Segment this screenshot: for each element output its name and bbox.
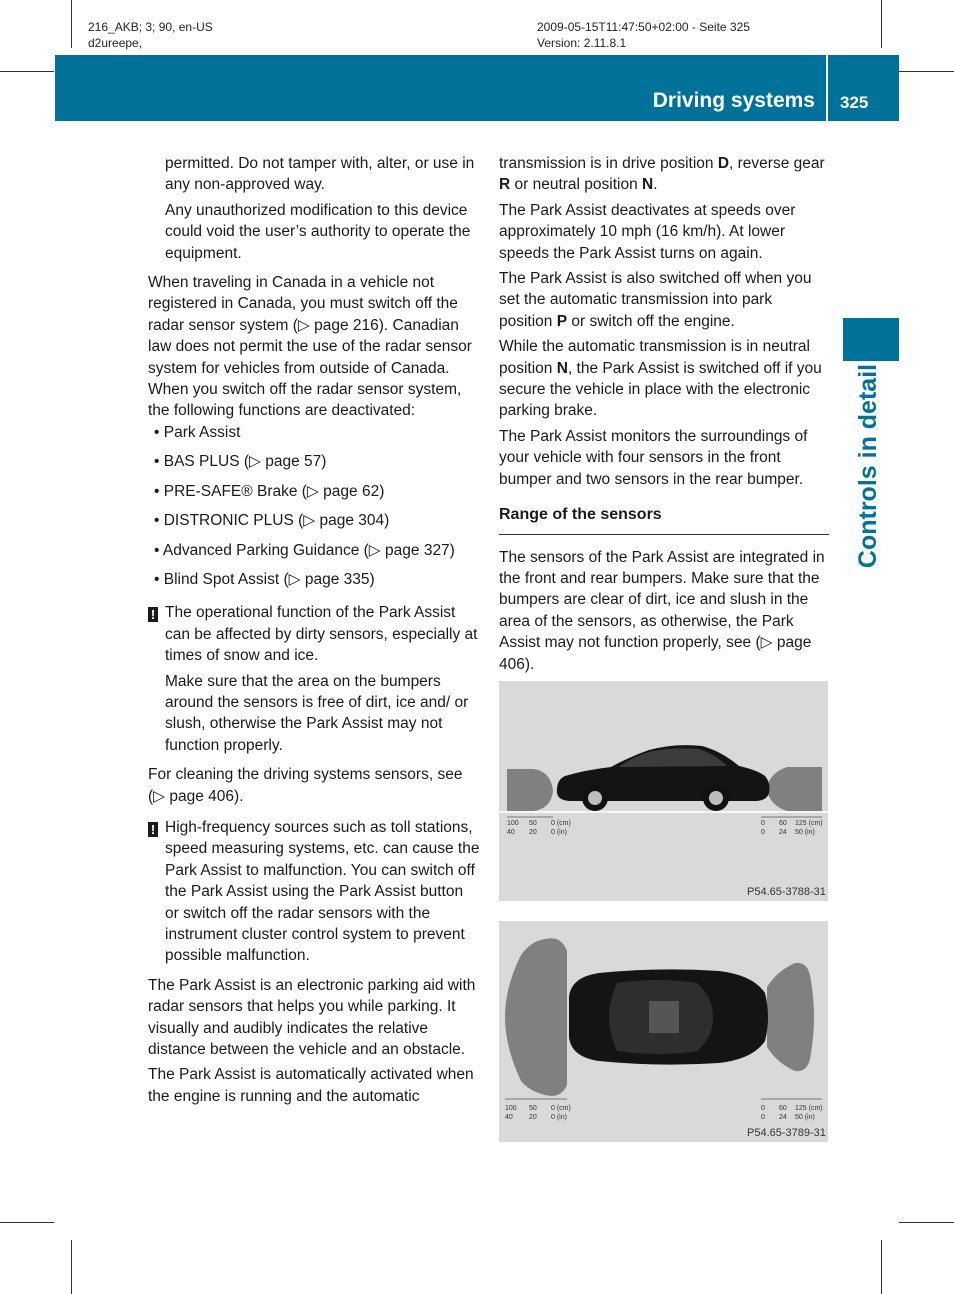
- scale-label: 0: [761, 1105, 765, 1112]
- bullet-item: • BAS PLUS (▷ page 57): [154, 453, 327, 471]
- bullet-item: • Advanced Parking Guidance (▷ page 327): [154, 541, 455, 559]
- text-run: .: [653, 176, 658, 194]
- meta-left-line2: d2ureepe,: [88, 36, 143, 50]
- chapter-label: Controls in detail: [854, 363, 882, 569]
- sunroof: [649, 1001, 679, 1033]
- warning-text: The operational function of the Park Assist can be affected by dirty sensors, especially at times of snow and ice.: [165, 604, 478, 665]
- gear-p: P: [556, 312, 568, 330]
- crop-mark: [0, 71, 54, 72]
- section-header-band: [55, 55, 899, 121]
- scale-label: 0: [761, 829, 765, 836]
- text-run: or neutral position: [510, 176, 643, 194]
- front-sensor-zone: [767, 963, 814, 1071]
- crop-mark: [899, 1222, 954, 1223]
- scale-label: 0 (in): [551, 829, 567, 836]
- crop-mark: [899, 71, 954, 72]
- text-run: or switch off the engine.: [567, 312, 735, 330]
- gear-r: R: [499, 176, 511, 194]
- gear-d: D: [717, 155, 730, 172]
- text-run: While the automatic transmission is in neutral position: [499, 338, 810, 377]
- paragraph: The Park Assist is automatically activated when the engine is running and the automatic: [148, 1066, 474, 1105]
- warning-icon: !: [148, 822, 158, 837]
- paragraph: [499, 153, 829, 196]
- crop-mark: [71, 0, 72, 48]
- paragraph: Make sure that the area on the bumpers around the sensors is free of dirt, ice and/ or slush, otherwise the Park Assist may not function properly.: [165, 672, 469, 754]
- warning-text: High-frequency sources such as toll stations, speed measuring systems, etc. can cause the Park Assist to malfunction. You can switch off the Park Assist using the Park Assist button or switch off the radar sensors with the instrument cluster control system to prevent possible malfunction.: [165, 818, 480, 965]
- paragraph: For cleaning the driving systems sensors, see (▷ page 406).: [148, 766, 463, 805]
- scale-label: 20: [529, 1114, 537, 1121]
- front-sensor-zone: [767, 767, 822, 811]
- scale-label: 50 (in): [795, 1114, 815, 1121]
- scale-label: 60: [779, 1105, 787, 1112]
- scale-label: 100: [507, 820, 519, 827]
- paragraph: The Park Assist monitors the surroundings of your vehicle with four sensors in the front bumper and two sensors in the rear bumper.: [499, 427, 808, 488]
- gear-n: N: [556, 359, 568, 377]
- paragraph: The Park Assist deactivates at speeds over approximately 10 mph (16 km/h). At lower speeds the Park Assist turns on again.: [499, 201, 796, 262]
- scale-label: 40: [505, 1114, 513, 1121]
- scale-label: 0 (cm): [551, 820, 571, 827]
- heading-rule: [499, 534, 829, 535]
- crop-mark: [881, 0, 882, 48]
- scale-label: 0: [761, 820, 765, 827]
- paragraph: permitted. Do not tamper with, alter, or use in any non-approved way.: [165, 155, 475, 194]
- meta-left-line1: 216_AKB; 3; 90, en-US: [88, 20, 213, 34]
- bullet-item: • Blind Spot Assist (▷ page 335): [154, 570, 375, 588]
- scale-label: 100: [505, 1105, 517, 1112]
- paragraph: Any unauthorized modification to this device could void the user’s authority to operate the equipment.: [165, 201, 471, 262]
- right-column: [499, 153, 829, 679]
- scale-label: 0 (cm): [551, 1105, 571, 1112]
- crop-mark: [71, 1240, 72, 1294]
- scale-label: 40: [507, 829, 515, 836]
- text-run: transmission is in drive position: [499, 155, 718, 172]
- scale-label: 60: [779, 820, 787, 827]
- text-run: The Park Assist is also switched off when you set the automatic transmission into park position: [499, 270, 812, 330]
- sensor-range-side-view-figure: [499, 681, 828, 901]
- scale-label: 0: [761, 1114, 765, 1121]
- warning-icon: !: [148, 607, 158, 622]
- bullet-item: • Park Assist: [154, 423, 241, 441]
- scale-label: 125 (cm): [795, 1105, 823, 1112]
- meta-right-line2: Version: 2.11.8.1: [537, 36, 627, 50]
- paragraph: [499, 268, 829, 332]
- scale-label: 50: [529, 820, 537, 827]
- side-view-diagram: [499, 681, 828, 901]
- text-run: , reverse gear: [729, 155, 825, 172]
- figure-id: P54.65-3789-31: [747, 1127, 826, 1139]
- top-view-diagram: [499, 921, 828, 1142]
- crop-mark: [0, 1222, 54, 1223]
- bullet-item: • PRE-SAFE® Brake (▷ page 62): [154, 482, 385, 500]
- scale-label: 24: [779, 1114, 787, 1121]
- paragraph: The Park Assist is an electronic parking aid with radar sensors that helps you while parking. It visually and audibly indicates the relative distance between the vehicle and an obstacle.: [148, 976, 476, 1059]
- section-title: Driving systems: [652, 89, 815, 112]
- scale-label: 125 (cm): [795, 820, 823, 827]
- print-meta-right: [537, 19, 750, 51]
- text-run: , the Park Assist is switched off if you secure the vehicle in place with the electronic parking brake.: [499, 359, 822, 420]
- figure-id: P54.65-3788-31: [747, 886, 826, 898]
- scale-label: 24: [779, 829, 787, 836]
- sensor-range-top-view-figure: [499, 921, 828, 1142]
- paragraph: [499, 336, 829, 422]
- page-number: 325: [840, 93, 869, 112]
- warning-note: [148, 602, 480, 666]
- paragraph: When traveling in Canada in a vehicle not registered in Canada, you must switch off the radar sensor system (▷ page 216). Canadian law does not permit the use of the radar sensor system for vehicles from outside of Canada. When you switch off the radar sensor system, the following functions are deactivated:: [148, 274, 472, 420]
- rear-sensor-zone: [505, 938, 567, 1096]
- subsection-heading: Range of the sensors: [499, 506, 662, 524]
- bullet-item: • DISTRONIC PLUS (▷ page 304): [154, 512, 390, 530]
- warning-note: [148, 817, 480, 967]
- rear-sensor-zone: [507, 769, 553, 811]
- scale-label: 20: [529, 829, 537, 836]
- meta-right-line1: 2009-05-15T11:47:50+02:00 - Seite 325: [537, 20, 750, 34]
- scale-label: 0 (in): [551, 1114, 567, 1121]
- print-meta-left: [88, 19, 213, 51]
- scale-label: 50: [529, 1105, 537, 1112]
- gear-n: N: [642, 176, 654, 194]
- rear-wheel-rim: [588, 791, 602, 805]
- scale-label: 50 (in): [795, 829, 815, 836]
- crop-mark: [881, 1240, 882, 1294]
- paragraph: The sensors of the Park Assist are integrated in the front and rear bumpers. Make sure that the bumpers are clear of dirt, ice and slush in the area of the sensors, as otherwise, the Park Assist may not function properly, see (▷ page 406).: [499, 548, 825, 673]
- front-wheel-rim: [709, 791, 723, 805]
- left-column: [148, 153, 480, 1111]
- header-divider: [826, 55, 828, 121]
